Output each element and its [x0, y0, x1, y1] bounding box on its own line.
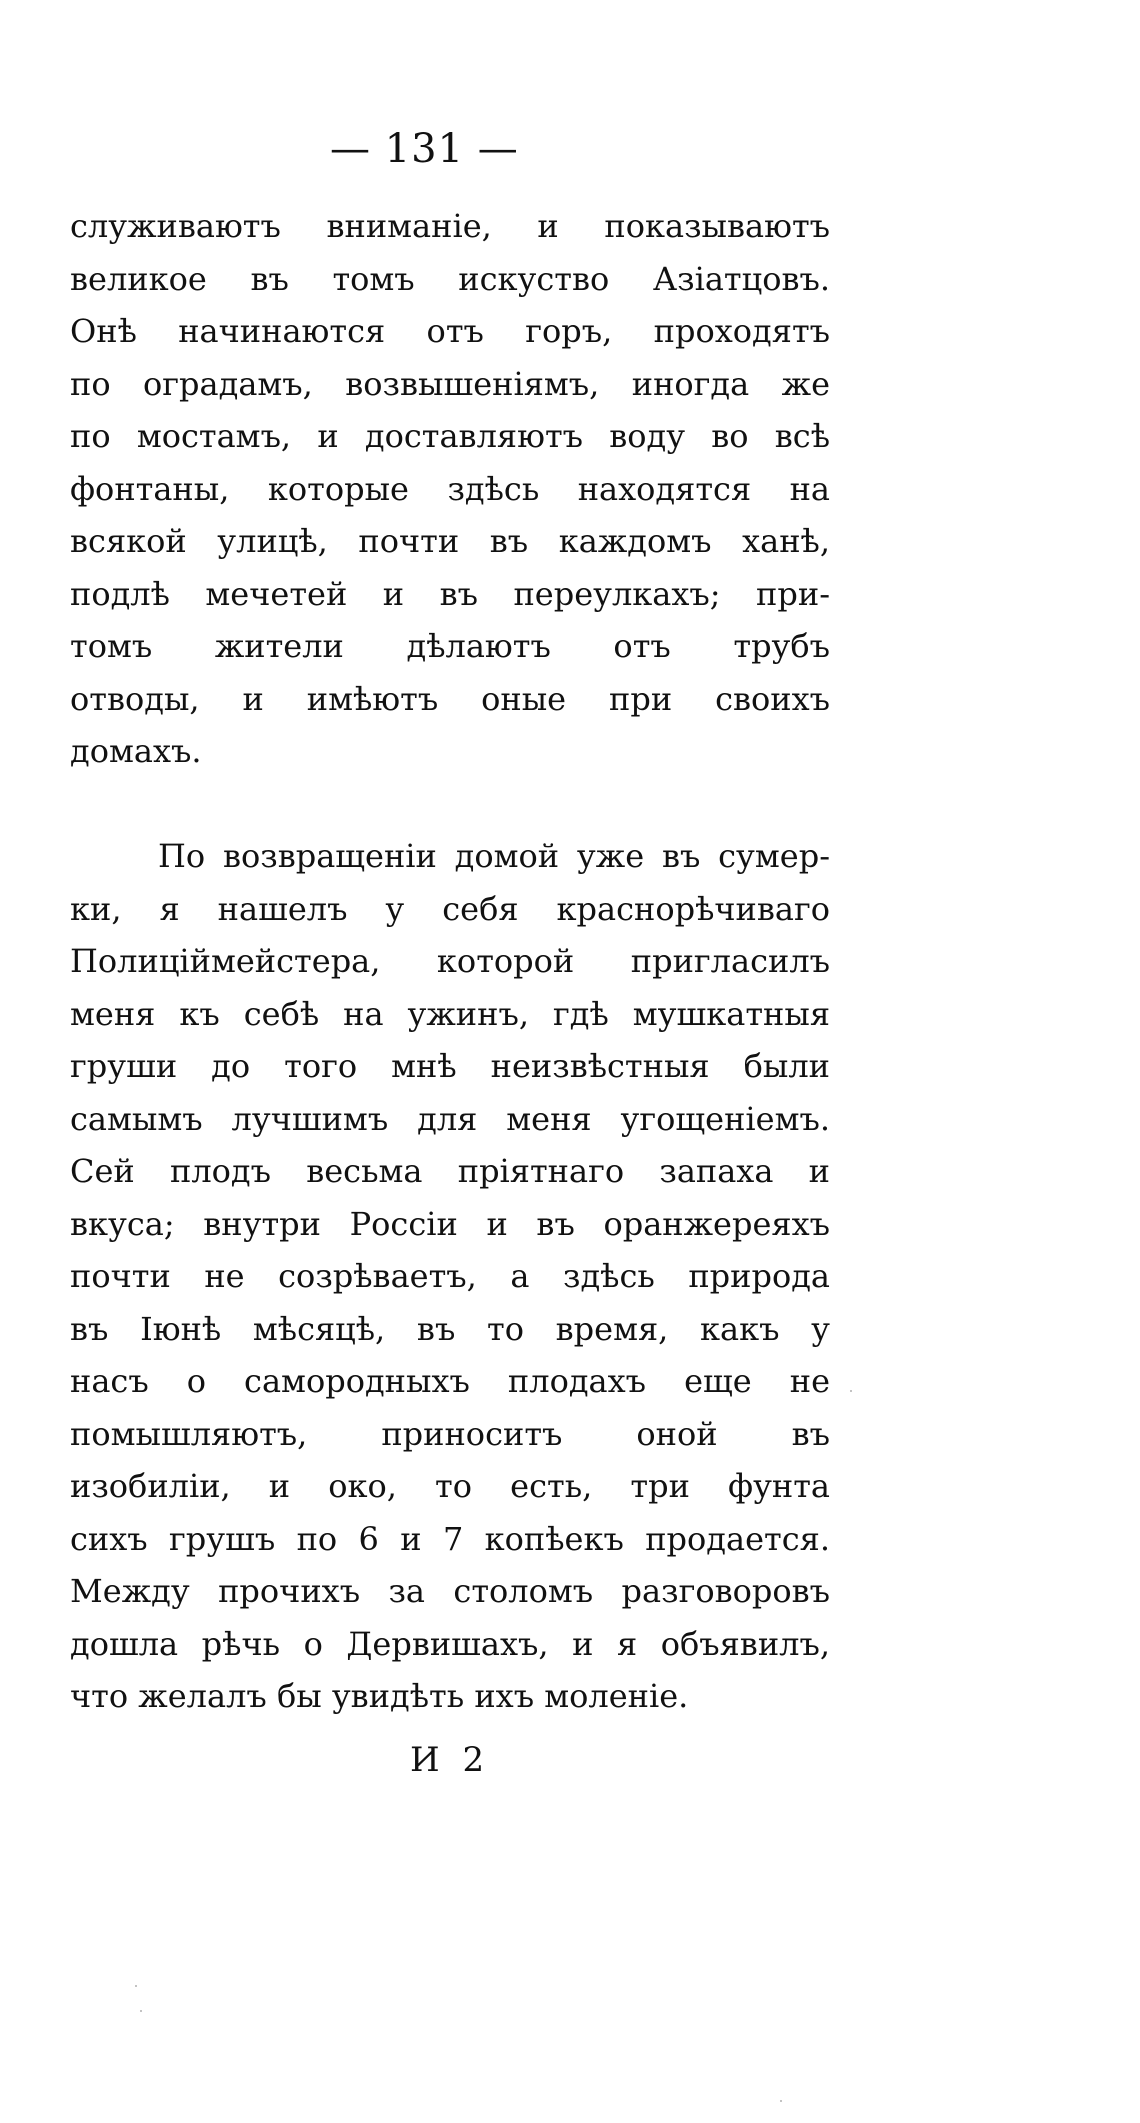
- text-line: меня къ себѣ на ужинъ, гдѣ мушкатныя: [70, 994, 830, 1033]
- text-line: великое въ томъ искуство Азіатцовъ.: [70, 259, 830, 298]
- text-line: сихъ грушъ по 6 и 7 копѣекъ продается.: [70, 1519, 830, 1558]
- text-line: отводы, и имѣютъ оные при своихъ: [70, 679, 830, 718]
- text-line: Полиціймейстера, которой пригласилъ: [70, 942, 830, 980]
- text-line: ки, я нашелъ у себя краснорѣчиваго: [70, 889, 830, 928]
- text-line: по мостамъ, и доставляютъ воду во всѣ: [70, 417, 830, 455]
- text-line: самымъ лучшимъ для меня угощеніемъ.: [70, 1099, 830, 1138]
- paper-speck: [780, 2100, 782, 2102]
- page-number: — 131 —: [330, 126, 519, 172]
- text-line: почти не созрѣваетъ, а здѣсь природа: [70, 1257, 830, 1295]
- text-line: По возвращеніи домой уже въ сумер-: [158, 837, 830, 875]
- text-line: по оградамъ, возвышеніямъ, иногда же: [70, 364, 830, 403]
- text-line: всякой улицѣ, почти въ каждомъ ханѣ,: [70, 522, 830, 560]
- page-header: [0, 126, 1140, 186]
- text-line: изобиліи, и око, то есть, три фунта: [70, 1467, 830, 1505]
- text-line: фонтаны, которые здѣсь находятся на: [70, 469, 830, 508]
- text-line: подлѣ мечетей и въ переулкахъ; при-: [70, 574, 830, 613]
- text-line: Сей плодъ весьма пріятнаго запаха и: [70, 1152, 830, 1190]
- text-line: груши до того мнѣ неизвѣстныя были: [70, 1047, 830, 1085]
- paragraph: [70, 830, 830, 1723]
- text-line: томъ жители дѣлаютъ отъ трубъ: [70, 627, 830, 665]
- text-line: вкуса; внутри Россіи и въ оранжереяхъ: [70, 1204, 830, 1243]
- text-line: дошла рѣчь о Дервишахъ, и я объявилъ,: [70, 1624, 830, 1663]
- paper-speck: [140, 2010, 142, 2012]
- signature-mark: И 2: [410, 1740, 491, 1780]
- text-line: Онѣ начинаются отъ горъ, проходятъ: [70, 312, 830, 350]
- text-line: насъ о самородныхъ плодахъ еще не: [70, 1362, 830, 1400]
- paragraph: [70, 200, 830, 778]
- text-line: домахъ.: [70, 732, 202, 770]
- text-line: въ Іюнѣ мѣсяцѣ, въ то время, какъ у: [70, 1309, 830, 1348]
- paper-speck: [135, 1985, 137, 1987]
- text-line: что желалъ бы увидѣть ихъ моленіе.: [70, 1677, 689, 1715]
- text-line: служиваютъ вниманіе, и показываютъ: [70, 207, 830, 245]
- text-line: Между прочихъ за столомъ разговоровъ: [70, 1572, 830, 1610]
- text-line: помышляютъ, приноситъ оной въ: [70, 1414, 830, 1453]
- paper-speck: [850, 1390, 852, 1392]
